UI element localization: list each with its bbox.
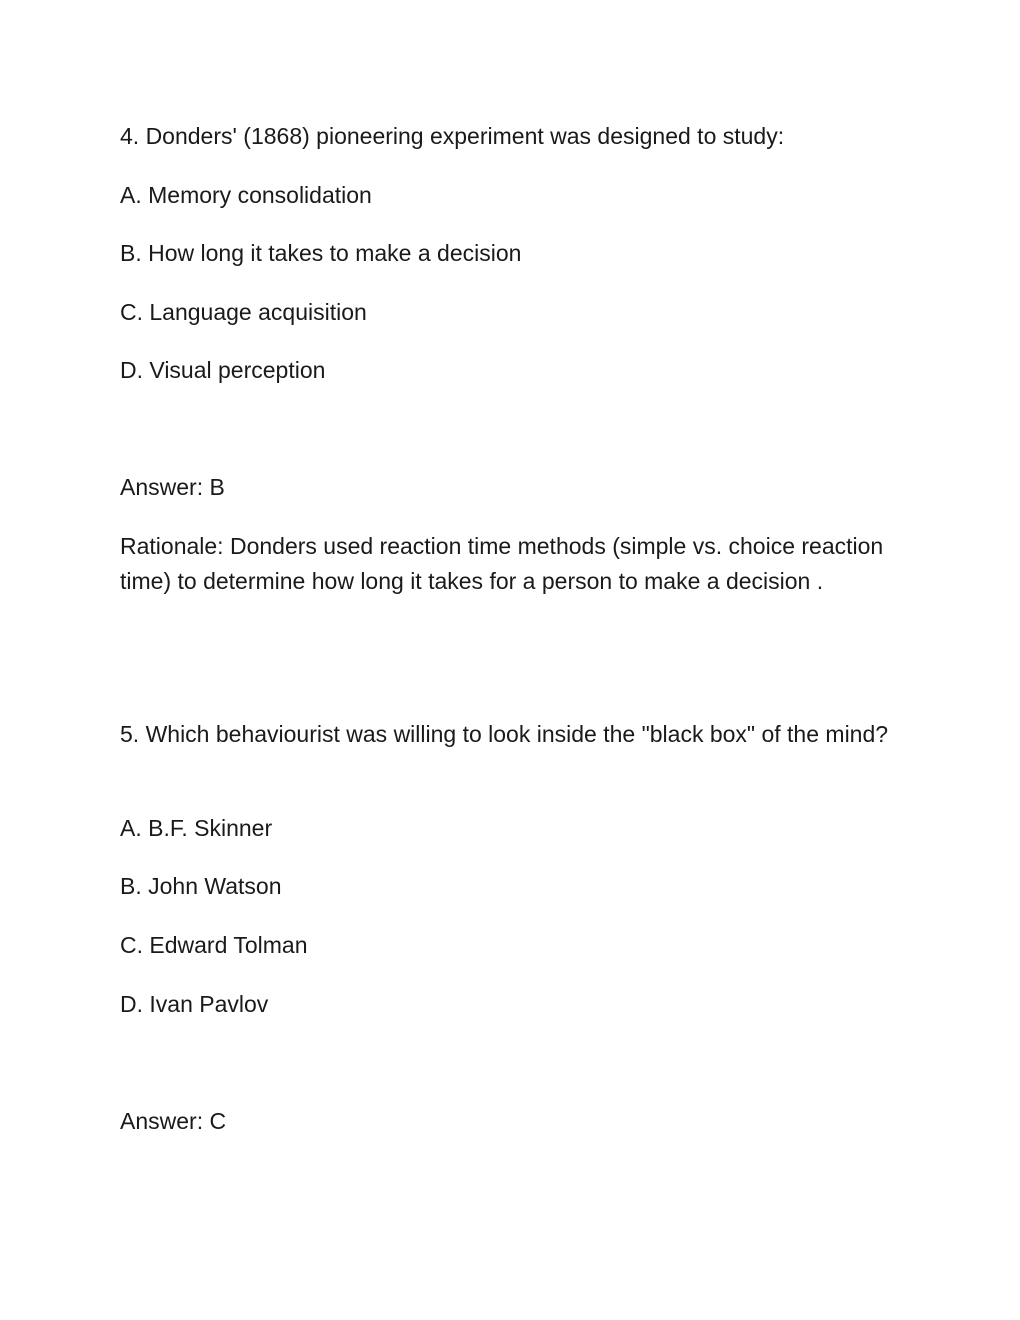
question-5-option-c: C. Edward Tolman [120, 932, 308, 958]
question-5-answer: Answer: C [120, 1108, 227, 1134]
question-5-option-b: B. John Watson [120, 873, 282, 899]
question-4-option-c: C. Language acquisition [120, 299, 367, 325]
question-4-answer: Answer: B [120, 474, 225, 500]
question-5-option-a: A. B.F. Skinner [120, 815, 273, 841]
question-5-option-d: D. Ivan Pavlov [120, 991, 269, 1017]
question-5-prompt: 5. Which behaviourist was willing to look inside the "black box" of the mind? [120, 721, 889, 747]
question-4-option-a: A. Memory consolidation [120, 182, 372, 208]
question-4-prompt: 4. Donders' (1868) pioneering experiment was designed to study: [120, 123, 785, 149]
question-4-rationale: Rationale: Donders used reaction time methods (simple vs. choice reaction time) to determine how long it takes for a person to make a decision . [120, 533, 884, 594]
question-4-option-d: D. Visual perception [120, 357, 326, 383]
question-4-option-b: B. How long it takes to make a decision [120, 240, 522, 266]
